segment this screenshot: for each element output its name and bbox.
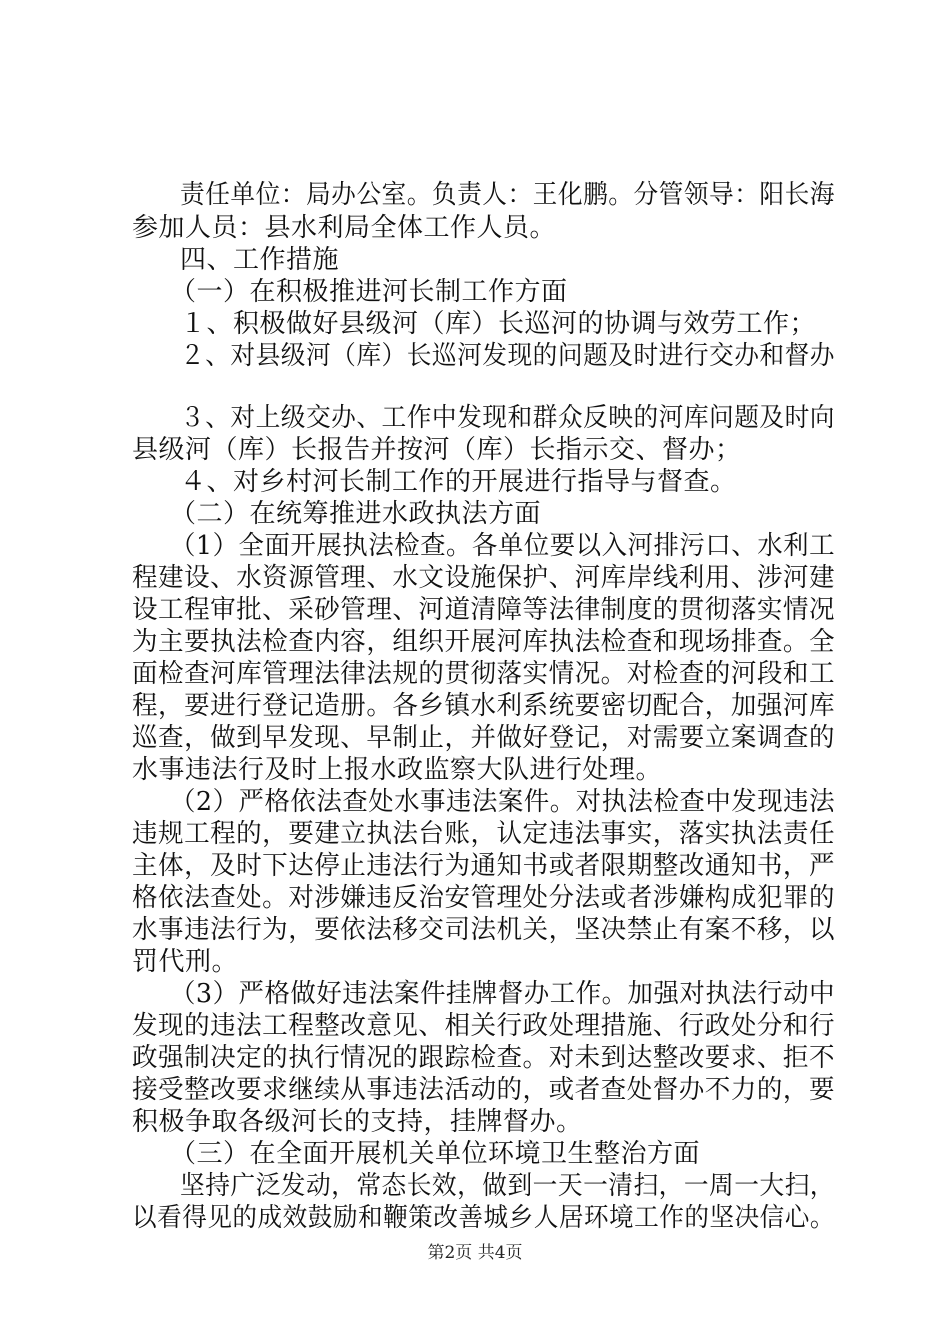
paragraph-line: 主体，及时下达停止违法行为通知书或者限期整改通知书，严 — [132, 851, 835, 881]
list-item: ３、对上级交办、工作中发现和群众反映的河库问题及时向 — [180, 403, 835, 433]
paragraph-line: （3）严格做好违法案件挂牌督办工作。加强对执法行动中 — [170, 979, 835, 1009]
paragraph-line: 水事违法行及时上报水政监察大队进行处理。 — [132, 755, 663, 785]
paragraph-line: 罚代刑。 — [132, 947, 239, 977]
text-line: 责任单位：局办公室。负责人：王化鹏。分管领导：阳长海 — [180, 180, 835, 210]
paragraph-line: 格依法查处。对涉嫌违反治安管理处分法或者涉嫌构成犯罪的 — [132, 883, 835, 913]
paragraph-line: 设工程审批、采砂管理、河道清障等法律制度的贯彻落实情况 — [132, 595, 835, 625]
subsection-heading: （三）在全面开展机关单位环境卫生整治方面 — [170, 1139, 701, 1169]
paragraph-line: 积极争取各级河长的支持，挂牌督办。 — [132, 1107, 583, 1137]
list-item: １、积极做好县级河（库）长巡河的协调与效劳工作； — [180, 309, 817, 339]
paragraph-line: 程建设、水资源管理、水文设施保护、河库岸线利用、涉河建 — [132, 563, 835, 593]
subsection-heading: （一）在积极推进河长制工作方面 — [170, 277, 568, 307]
text-line: 参加人员：县水利局全体工作人员。 — [132, 213, 557, 243]
paragraph-line: 以看得见的成效鼓励和鞭策改善城乡人居环境工作的坚决信心。 — [132, 1203, 835, 1233]
text-line: 县级河（库）长报告并按河（库）长指示交、督办； — [132, 435, 742, 465]
paragraph-line: 水事违法行为，要依法移交司法机关，坚决禁止有案不移，以 — [132, 915, 835, 945]
paragraph-line: 面检查河库管理法律法规的贯彻落实情况。对检查的河段和工 — [132, 659, 835, 689]
paragraph-line: 发现的违法工程整改意见、相关行政处理措施、行政处分和行 — [132, 1011, 835, 1041]
paragraph-line: 政强制决定的执行情况的跟踪检查。对未到达整改要求、拒不 — [132, 1043, 835, 1073]
paragraph-line: 程，要进行登记造册。各乡镇水利系统要密切配合，加强河库 — [132, 691, 835, 721]
paragraph-line: 违规工程的，要建立执法台账，认定违法事实，落实执法责任 — [132, 819, 835, 849]
paragraph-line: 巡查，做到早发现、早制止，并做好登记，对需要立案调查的 — [132, 723, 835, 753]
paragraph-line: 接受整改要求继续从事违法活动的，或者查处督办不力的，要 — [132, 1075, 835, 1105]
paragraph-line: （1）全面开展执法检查。各单位要以入河排污口、水利工 — [170, 531, 835, 561]
subsection-heading: （二）在统筹推进水政执法方面 — [170, 499, 542, 529]
list-item: ２、对县级河（库）长巡河发现的问题及时进行交办和督办 — [180, 341, 835, 371]
page-number-footer: 第2页 共4页 — [427, 1243, 523, 1263]
paragraph-line: 为主要执法检查内容，组织开展河库执法检查和现场排查。全 — [132, 627, 835, 657]
paragraph-line: （2）严格依法查处水事违法案件。对执法检查中发现违法 — [170, 787, 835, 817]
section-heading: 四、工作措施 — [180, 245, 340, 275]
paragraph-line: 坚持广泛发动，常态长效，做到一天一清扫，一周一大扫， — [180, 1171, 835, 1201]
list-item: ４、对乡村河长制工作的开展进行指导与督查。 — [180, 467, 737, 497]
